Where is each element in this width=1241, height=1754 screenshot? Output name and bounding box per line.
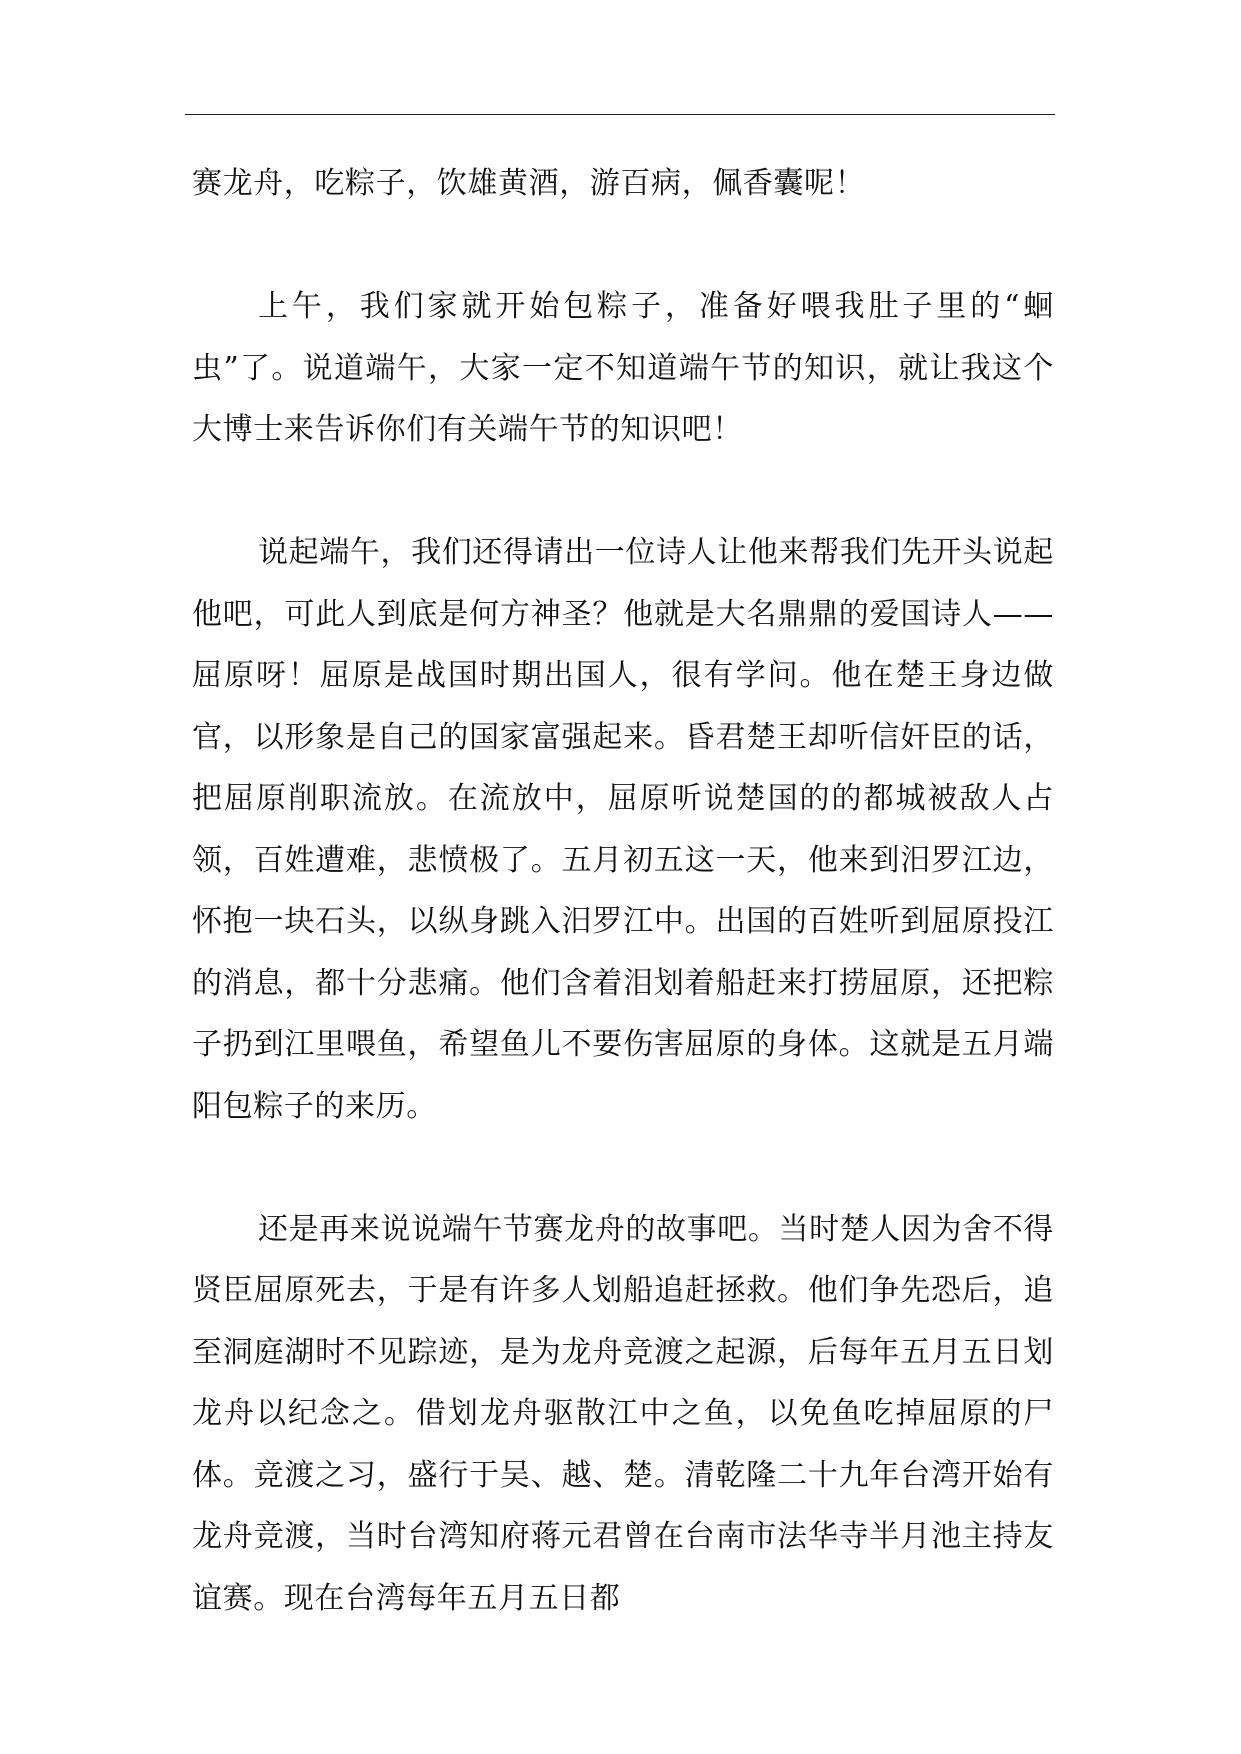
paragraph-morning: 上午，我们家就开始包粽子，准备好喂我肚子里的“蛔虫”了。说道端午，大家一定不知道端午节的知识，就让我这个大博士来告诉你们有关端午节的知识吧！ [192, 289, 1054, 447]
header-rule [185, 114, 1055, 115]
document-body [192, 153, 1054, 1629]
paragraph-quyuan-story: 说起端午，我们还得请出一位诗人让他来帮我们先开头说起他吧，可此人到底是何方神圣？他就是大名鼎鼎的爱国诗人——屈原呀！屈原是战国时期出国人，很有学问。他在楚王身边做官，以形象是自己的国家富强起来。昏君楚王却听信奸臣的话，把屈原削职流放。在流放中，屈原听说楚国的的都城被敌人占领，百姓遭难，悲愤极了。五月初五这一天，他来到汨罗江边，怀抱一块石头，以纵身跳入汨罗江中。出国的百姓听到屈原投江的消息，都十分悲痛。他们含着泪划着船赶来打捞屈原，还把粽子扔到江里喂鱼，希望鱼儿不要伤害屈原的身体。这就是五月端阳包粽子的来历。 [192, 535, 1054, 1124]
paragraph-dragon-boat: 还是再来说说端午节赛龙舟的故事吧。当时楚人因为舍不得贤臣屈原死去，于是有许多人划船追赶拯救。他们争先恐后，追至洞庭湖时不见踪迹，是为龙舟竞渡之起源，后每年五月五日划龙舟以纪念之。借划龙舟驱散江中之鱼，以免鱼吃掉屈原的尸体。竞渡之习，盛行于吴、越、楚。清乾隆二十九年台湾开始有龙舟竞渡，当时台湾知府蒋元君曾在台南市法华寺半月池主持友谊赛。现在台湾每年五月五日都 [192, 1211, 1054, 1616]
paragraph-continuation: 赛龙舟，吃粽子，饮雄黄酒，游百病，佩香囊呢！ [192, 166, 866, 201]
